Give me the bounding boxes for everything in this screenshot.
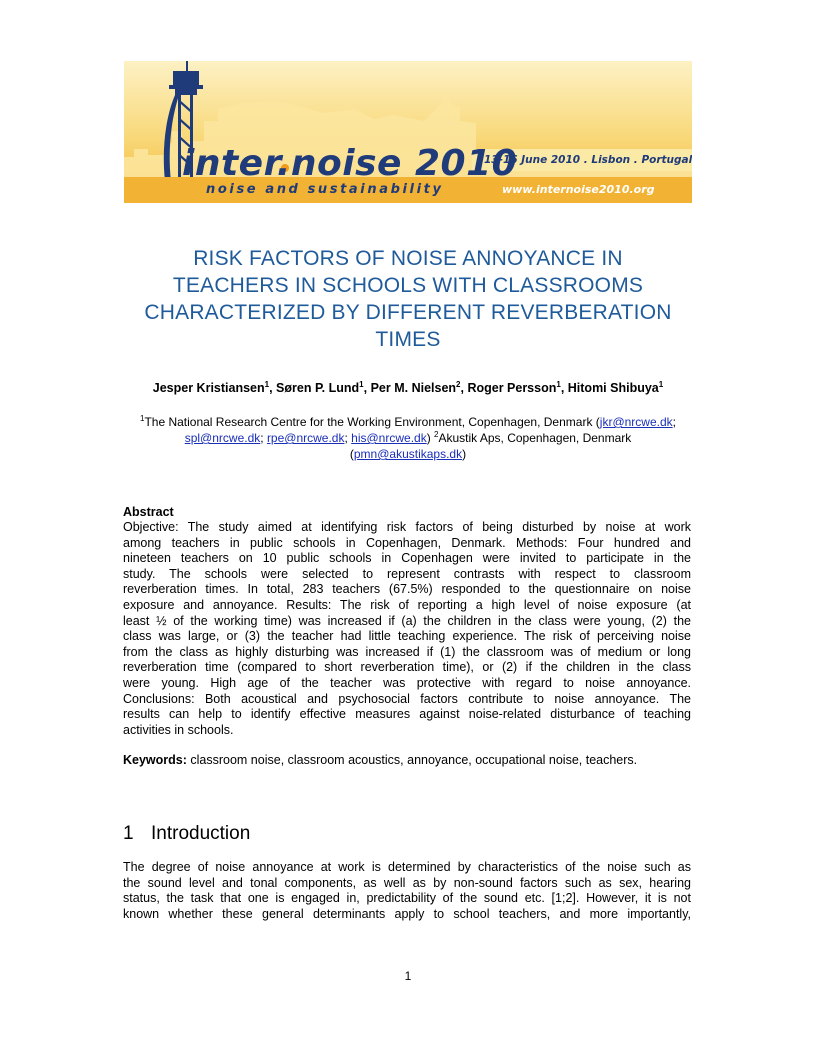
- abstract-line: activities in schools.: [123, 722, 234, 737]
- abstract-line: among teachers in public schools in Copenhagen, Denmark. Methods: Four hundred and: [123, 535, 691, 550]
- title-line: RISK FACTORS OF NOISE ANNOYANCE IN: [193, 247, 623, 270]
- author-separator: ,: [363, 381, 371, 395]
- title-line: CHARACTERIZED BY DIFFERENT REVERBERATION: [144, 301, 672, 324]
- abstract-heading: Abstract: [123, 505, 174, 519]
- affiliation-mark: 2: [434, 430, 439, 439]
- abstract-line: results can help to identify effective measures against noise-related disturbance of teaching: [123, 707, 691, 722]
- author-affiliation-mark: 1: [264, 380, 270, 389]
- separator: ): [426, 431, 435, 445]
- author-separator: ,: [269, 381, 277, 395]
- abstract-body: [123, 520, 691, 738]
- separator: ;: [344, 431, 352, 445]
- email-link[interactable]: pmn@akustikaps.dk: [353, 447, 463, 461]
- email-link[interactable]: jkr@nrcwe.dk: [599, 415, 673, 429]
- keywords: [123, 753, 637, 767]
- email-link[interactable]: rpe@nrcwe.dk: [266, 431, 345, 445]
- email-link[interactable]: his@nrcwe.dk: [351, 431, 427, 445]
- author-separator: ,: [460, 381, 468, 395]
- affiliations: [110, 414, 706, 462]
- abstract-line: reverberation time (compared to short reverberation time), or (2) if the children in the class: [123, 660, 691, 675]
- author-affiliation-mark: 1: [359, 380, 364, 389]
- affiliation-text: Akustik Aps, Copenhagen, Denmark: [438, 431, 632, 445]
- affiliation-line-3: [110, 446, 706, 462]
- body-line: status, the task that one is engaged in, predictability of the sound etc. [1;2]. However, it is not: [123, 891, 691, 906]
- separator: ;: [260, 431, 267, 445]
- email-link[interactable]: spl@nrcwe.dk: [184, 431, 261, 445]
- conference-banner: [124, 61, 692, 203]
- keywords-label: Keywords:: [123, 753, 187, 767]
- author-name: Per M. Nielsen: [370, 381, 457, 395]
- conference-logo-text: inter.noise 2010: [182, 143, 518, 184]
- separator: ): [462, 447, 467, 461]
- conference-url[interactable]: www.internoise2010.org: [502, 183, 655, 196]
- abstract-line: Conclusions: Both acoustical and psychosocial factors contribute to noise annoyance. The: [123, 691, 691, 706]
- author-name: Søren P. Lund: [276, 381, 360, 395]
- affiliation-line-2: [110, 430, 706, 446]
- affiliation-text: The National Research Centre for the Working Environment, Copenhagen, Denmark (: [144, 415, 600, 429]
- keywords-text: classroom noise, classroom acoustics, annoyance, occupational noise, teachers.: [186, 753, 638, 767]
- section-number: 1: [123, 823, 134, 844]
- abstract-line: nineteen teachers on 10 public schools in Copenhagen were invited to participate in the: [123, 551, 691, 566]
- author-affiliation-mark: 2: [456, 380, 461, 389]
- paper-title: [110, 245, 706, 353]
- conference-date-location: 13-16 June 2010 . Lisbon . Portugal: [484, 154, 692, 166]
- page-number: 1: [404, 969, 412, 983]
- affiliation-mark: 1: [139, 414, 145, 423]
- abstract-line: from the class as highly disturbing was increased if (1) the classroom was of medium or long: [123, 644, 691, 659]
- title-line: TEACHERS IN SCHOOLS WITH CLASSROOMS: [172, 274, 644, 297]
- author-affiliation-mark: 1: [658, 380, 664, 389]
- abstract-line: reverberation times. In total, 283 teachers (67.5%) responded to the questionnaire on noise: [123, 582, 691, 597]
- body-line: the sound level and tonal components, as well as by non-sound factors such as sex, hearing: [123, 875, 691, 890]
- section-title: Introduction: [151, 823, 251, 844]
- author-name: Jesper Kristiansen: [152, 381, 265, 395]
- affiliation-line-1: [110, 414, 706, 430]
- author-affiliation-mark: 1: [556, 380, 561, 389]
- section-heading: [123, 823, 250, 845]
- author-name: Hitomi Shibuya: [567, 381, 659, 395]
- introduction-body: [123, 860, 691, 922]
- abstract-line: exposure and annoyance. Results: The risk of reporting a high level of noise exposure (at: [123, 597, 691, 612]
- body-line: The degree of noise annoyance at work is determined by characteristics of the noise such as: [123, 860, 691, 874]
- conference-tagline: noise and sustainability: [206, 182, 444, 197]
- title-line: TIMES: [375, 328, 441, 351]
- separator: ;: [672, 415, 676, 429]
- body-line: known whether these general determinants apply to school teachers, and more importantly,: [123, 906, 691, 921]
- author-name: Roger Persson: [467, 381, 557, 395]
- abstract-line: Objective: The study aimed at identifying risk factors of being disturbed by noise at work: [123, 520, 691, 534]
- author-separator: ,: [560, 381, 568, 395]
- abstract-line: study. The schools were selected to represent contrasts with respect to classroom: [123, 566, 691, 581]
- separator: (: [349, 447, 354, 461]
- author-list: [100, 381, 716, 395]
- abstract-line: were young. High age of the teacher was protective with regard to noise annoyance.: [123, 675, 691, 690]
- abstract-line: least ½ of the working time) was increased if (a) the children in the class were young, (2) the: [123, 613, 691, 628]
- abstract-line: class was large, or (3) the teacher had little teaching experience. The risk of perceiving noise: [123, 629, 691, 644]
